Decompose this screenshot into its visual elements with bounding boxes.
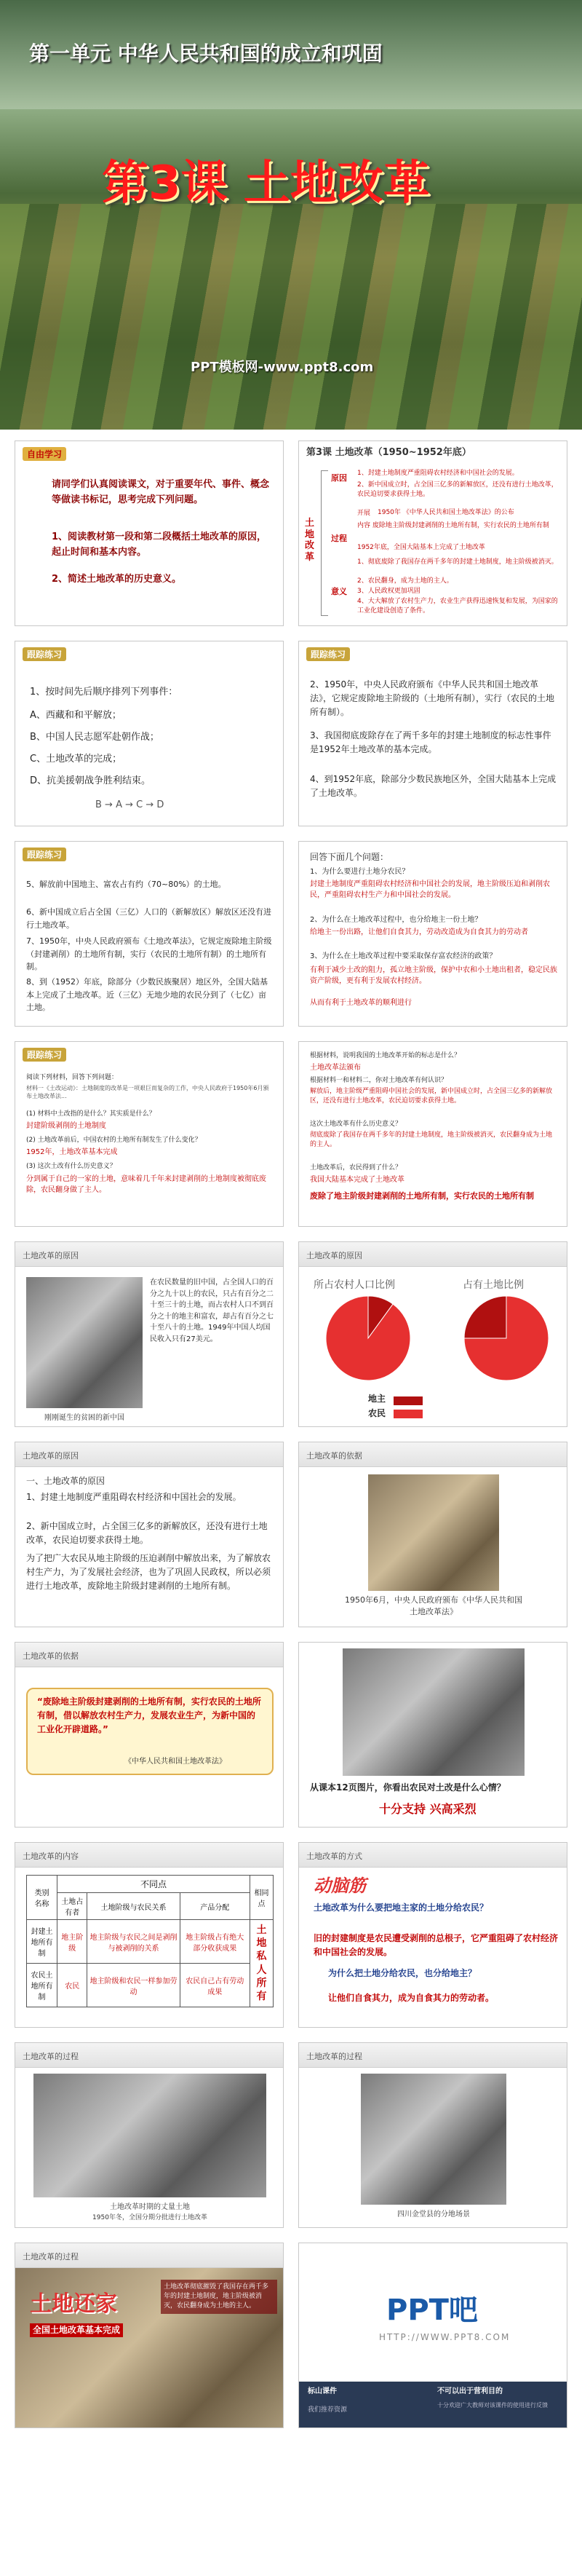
- self-study-badge: 自由学习: [23, 447, 66, 461]
- self-study-p1: 请同学们认真阅读课文，对于重要年代、事件、概念等做读书标记，思考完成下列问题。: [52, 479, 270, 505]
- material2-a5: 废除了地主阶级封建剥削的土地所有制，实行农民的土地所有制: [310, 1191, 534, 1201]
- pie-slice-农民: [464, 1296, 506, 1338]
- answer-2: 给地主一份出路，让他们自食其力，劳动改造成为自食其力的劳动者: [310, 928, 528, 936]
- slide-header: [15, 1242, 283, 1267]
- order-answer-chain: B → A → C → D: [95, 799, 164, 810]
- method-q2: 为什么把土地分给农民，也分给地主？: [328, 1968, 477, 1978]
- fill-p4: 8、到（1952）年底，除部分（少数民族聚居）地区外，全国大陆基本上完成了土地改革。近（三亿）无地少地的农民分到了（七亿）亩土地。: [26, 977, 268, 1013]
- law-document-caption: 1950年6月，中央人民政府颁布《中华人民共和国土地改革法》: [345, 1595, 522, 1616]
- method-a2: 让他们自食其力，成为自食其力的劳动者。: [328, 1993, 495, 2003]
- self-study-p2: 1、阅读教材第一段和第二段概括土地改革的原因，起止时间和基本内容。: [52, 532, 267, 558]
- order-event-a: A、西藏和和平解放；: [30, 710, 121, 721]
- end-footer-4: 十分欢迎广大教师对该课件的使用进行反馈: [437, 2402, 548, 2409]
- reason-text: 在农民数量的旧中国，占全国人口的百分之九十以上的农民，只占有百分之二十至三十的土地，而占农村人口不到百分之十的地主和富农，却占有百分之七十至八十的土地。1949年中国人均国民收入只有27美元。: [150, 1279, 274, 1343]
- cover-unit-title: 第一单元 中华人民共和国的成立和巩固: [29, 42, 383, 66]
- end-footer-2: 不可以出于营利目的: [437, 2387, 503, 2395]
- slide-questions: [298, 841, 567, 1027]
- peasant-question: 从课本12页图片，你看出农民对土改是什么心情？: [310, 1782, 506, 1793]
- reason-item-1: 1、封建土地制度严重阻碍农村经济和中国社会的发展。: [26, 1492, 242, 1502]
- measuring-caption: 土地改革时期的丈量土地: [110, 2203, 190, 2211]
- peasant-rally-photo: [343, 1648, 525, 1776]
- mindmap-branch-meaning: 意义: [331, 587, 347, 596]
- poor-china-caption: 刚刚诞生的贫困的新中国: [44, 1414, 124, 1422]
- slide-peasant-feelings: [298, 1642, 567, 1828]
- fill-p1: 5、解放前中国地主、富农占有约（70~80%）的土地。: [26, 880, 226, 889]
- slide-method: [298, 1842, 567, 2028]
- slide-header-label: 土地改革的原因: [23, 1451, 79, 1461]
- cover-site: PPT模板网-www.ppt8.com: [191, 360, 374, 375]
- mindmap-root: 土地改革: [305, 518, 315, 563]
- questions-intro: 回答下面几个问题：: [310, 852, 389, 862]
- slide-material-2: [298, 1041, 567, 1227]
- same-cell: 土地私人所有: [250, 1920, 274, 2007]
- legend-landlord: 地主: [368, 1394, 386, 1404]
- slide-header-label: 土地改革的方式: [306, 1852, 362, 1861]
- pie1-title: 所占农村人口比例: [314, 1279, 395, 1291]
- peasant-answer: 十分支持 兴高采烈: [379, 1802, 477, 1816]
- material-q3: (3) 这次土改有什么历史意义？: [26, 1163, 116, 1170]
- comparison-table: [26, 1875, 274, 2007]
- fill-p3: 7、1950年，中央人民政府颁布《土地改革法》，它规定废除地主阶级（封建剥削）的土地所有制，实行（农民的土地所有制）的土地所有制。: [26, 936, 272, 972]
- order-question: 1、按时间先后顺序排列下列事件：: [30, 687, 178, 698]
- slide-header-label: 土地改革的原因: [306, 1251, 362, 1260]
- slide-practice-order: [15, 641, 284, 826]
- pie-land: [464, 1296, 549, 1380]
- answer-1: 封建土地制度严重阻碍农村经济和中国社会的发展，地主阶级压迫和剥削农民，严重阻碍农村生产力和中国社会的发展。: [310, 880, 550, 899]
- mindmap-meaning-2: 2、农民翻身，成为土地的主人。: [357, 577, 453, 585]
- practice-badge: 跟踪练习: [23, 647, 66, 661]
- reason-item-2: 2、新中国成立时，占全国三亿多的新解放区，还没有进行土地改革，农民迫切要求获得土地。: [26, 1521, 268, 1546]
- slide-header: [299, 1242, 567, 1267]
- measuring-caption-2: 1950年冬，全国分期分批进行土地改革: [92, 2214, 207, 2221]
- slide-header-label: 土地改革的过程: [23, 2052, 79, 2061]
- slide-reason-photo: [15, 1241, 284, 1427]
- end-logo: PPT吧: [386, 2293, 478, 2327]
- mindmap-reason-2: 2、新中国成立时，占全国三亿多的新解放区，还没有进行土地改革，农民迫切要求获得土地。: [357, 481, 558, 498]
- slide-process-photos: [15, 2042, 284, 2228]
- cover-field-stripes: [0, 204, 582, 430]
- order-event-b: B、中国人民志愿军赴朝作战；: [30, 732, 159, 743]
- think-title: 动脑筋: [314, 1876, 366, 1896]
- answer-3: 有利于减少土改的阻力，孤立地主阶级，保护中农和小土地出租者，稳定民族资产阶级，更有利于发展农村经济。: [310, 966, 557, 985]
- slide-practice-fill: [15, 841, 284, 1027]
- slide-basis-quote: [15, 1642, 284, 1828]
- slide-process-poster: [15, 2243, 284, 2428]
- end-url: HTTP://WWW.PPT8.COM: [379, 2332, 511, 2342]
- material-q1: (1) 材料中土改指的是什么？其实质是什么？: [26, 1110, 156, 1118]
- material-a1: 封建阶级剥削的土地制度: [26, 1122, 106, 1130]
- slide-end: [298, 2243, 567, 2428]
- method-q1: 土地改革为什么要把地主家的土地分给农民？: [314, 1903, 489, 1913]
- mindmap-meaning-1: 1、彻底废除了我国存在两千多年的封建土地制度，地主阶级被消灭。: [357, 558, 558, 566]
- poster-subtitle: 全国土地改革基本完成: [30, 2323, 123, 2337]
- material-a3: 分到属于自己的一家的土地，意味着几千年来封建剥削的土地制度被彻底废除，农民翻身做了主人。: [26, 1175, 266, 1194]
- material2-a4: 我国大陆基本完成了土地改革: [310, 1176, 404, 1184]
- col-type: 类别: [34, 1889, 49, 1897]
- row-feudal-owner: 地主阶级: [57, 1920, 87, 1964]
- pie-slice-农民: [326, 1296, 410, 1380]
- slide-header: [15, 2043, 283, 2068]
- material2-a3: 彻底废除了我国存在两千多年的封建土地制度，地主阶级被消灭，农民翻身成为土地的主人。: [310, 1131, 553, 1149]
- slide-header: [299, 1843, 567, 1868]
- legend-farmer-swatch: [394, 1410, 423, 1418]
- mindmap-process-1: 1950年 《中华人民共和国土地改革法》的公布: [378, 509, 514, 516]
- law-quote: “废除地主阶级封建剥削的土地所有制，实行农民的土地所有制，借以解放农村生产力，发展农业生产，为新中国的工业化开辟道路。”: [37, 1696, 261, 1735]
- head-owner: 土地占有者: [57, 1893, 87, 1920]
- row-farmer-relation: 地主阶级和农民一样参加劳动: [87, 1964, 180, 2007]
- poster-text: 土地改革彻底摧毁了我国存在两千多年的封建土地制度，地主阶级被消灭，农民翻身成为土地的主人。: [161, 2280, 277, 2314]
- head-relation: 土地阶级与农民关系: [87, 1893, 180, 1920]
- slide-basis-doc: [298, 1442, 567, 1627]
- law-document-image: [368, 1474, 499, 1591]
- row-feudal-relation: 地主阶级与农民之间是剥削与被剥削的关系: [87, 1920, 180, 1964]
- material-intro: 阅读下列材料，回答下列问题：: [26, 1074, 119, 1081]
- head-same: 相同点: [250, 1876, 274, 1920]
- slide-header-label: 土地改革的依据: [23, 1651, 79, 1661]
- col-name: 名称: [34, 1900, 49, 1908]
- law-p1: 2、1950年，中央人民政府颁布《中华人民共和国土地改革法》，它规定废除地主阶级的（土地所有制），实行（农民的土地所有制）。: [310, 679, 555, 718]
- mindmap-meaning-4: 4、大大解放了农村生产力，农业生产获得迅速恢复和发展，为国家的工业化建设创造了条件。: [357, 598, 558, 615]
- practice-badge: 跟踪练习: [23, 1048, 66, 1062]
- mindmap-process-start: 开展: [357, 510, 371, 517]
- slide-header-label: 土地改革的原因: [23, 1251, 79, 1260]
- question-3: 3、为什么在土地改革过程中要采取保存富农经济的政策？: [310, 952, 497, 960]
- material2-q4: 土地改革后，农民得到了什么？: [310, 1164, 402, 1172]
- row-feudal-dist: 地主阶级占有绝大部分收获成果: [180, 1920, 250, 1964]
- material-a2: 1952年，土地改革基本完成: [26, 1148, 118, 1156]
- cover-lesson-title: 第3课 土地改革: [102, 157, 430, 210]
- pie2-title: 占有土地比例: [463, 1279, 524, 1291]
- order-event-d: D、抗美援朝战争胜利结束。: [30, 775, 151, 786]
- legend-landlord-swatch: [394, 1396, 423, 1405]
- mindmap-branch-reason: 原因: [331, 473, 347, 483]
- slide-mindmap: [298, 440, 567, 626]
- mindmap-title: 第3课 土地改革（1950~1952年底）: [306, 447, 471, 458]
- law-p2: 3、我国彻底废除存在了两千多年的封建土地制度的标志性事件是1952年土地改革的基本完成。: [310, 730, 551, 755]
- answer-3b: 从而有利于土地改革的顺利进行: [310, 999, 412, 1007]
- mindmap-bracket: [321, 470, 328, 616]
- material2-q3: 这次土地改革有什么历史意义？: [310, 1121, 402, 1128]
- mindmap-reason-1: 1、封建土地制度严重阻碍农村经济和中国社会的发展。: [357, 470, 519, 477]
- law-p3: 4、到1952年底，除部分少数民族地区外，全国大陆基本上完成了土地改革。: [310, 774, 557, 799]
- slide-reason-charts: [298, 1241, 567, 1427]
- mindmap-process-2: 内容 废除地主阶级封建剥削的土地所有制，实行农民的土地所有制: [357, 522, 549, 529]
- slide-practice-law: [298, 641, 567, 826]
- measuring-land-photo: [33, 2074, 266, 2197]
- poor-china-photo: [26, 1277, 143, 1408]
- head-diff: 不同点: [57, 1876, 250, 1893]
- row-feudal: 封建土地所有制: [27, 1920, 57, 1964]
- practice-badge: 跟踪练习: [306, 647, 350, 661]
- slide-material-1: [15, 1041, 284, 1227]
- end-footer-3: 我们推荐资源: [308, 2406, 348, 2414]
- method-a1: 旧的封建制度是农民遭受剥削的总根子，它严重阻碍了农村经济和中国社会的发展。: [314, 1933, 559, 1958]
- table-corner: [27, 1876, 57, 1920]
- legend-farmer: 农民: [368, 1408, 386, 1418]
- material2-a2: 解放后，地主阶级严重阻碍中国社会的发展，新中国成立时，占全国三亿多的新解放区，还没有进行土地改革，农民迫切要求获得土地。: [310, 1088, 553, 1105]
- slide-content-table: [15, 1842, 284, 2028]
- slide-header: [15, 1643, 283, 1667]
- material2-q1: 根据材料，说明我国的土地改革开始的标志是什么？: [310, 1052, 461, 1059]
- sichuan-caption: 四川金堂县的分地场景: [397, 2210, 470, 2219]
- question-1: 1、为什么要进行土地分农民？: [310, 868, 410, 876]
- slide-header: [299, 2043, 567, 2068]
- sichuan-photo: [361, 2074, 506, 2205]
- slide-header: [299, 1442, 567, 1467]
- cover-slide: [0, 0, 582, 430]
- end-footer-1: 标山课件: [308, 2387, 337, 2395]
- slide-header-label: 土地改革的内容: [23, 1852, 79, 1861]
- self-study-p3: 2、简述土地改革的历史意义。: [52, 574, 182, 585]
- reason-heading: 一、土地改革的原因: [26, 1476, 105, 1486]
- slide-header-label: 土地改革的过程: [306, 2052, 362, 2061]
- mindmap-process-3: 1952年底，全国大陆基本上完成了土地改革: [357, 544, 485, 551]
- reason-item-3: 为了把广大农民从地主阶级的压迫剥削中解放出来，为了解放农村生产力，为了发展社会经济，也为了巩固人民政权，所以必须进行土地改革，废除地主阶级封建剥削的土地所有制。: [26, 1553, 271, 1592]
- practice-badge: 跟踪练习: [23, 848, 66, 861]
- row-farmer-owner: 农民: [57, 1964, 87, 2007]
- mindmap-meaning-3: 3、人民政权更加巩固: [357, 588, 420, 595]
- mindmap-branch-process: 过程: [331, 534, 347, 543]
- material-q2: (2) 土地改革前后，中国农村的土地所有制发生了什么变化？: [26, 1137, 202, 1144]
- head-distribution: 产品分配: [180, 1893, 250, 1920]
- row-farmer: 农民土地所有制: [27, 1964, 57, 2007]
- slide-header-label: 土地改革的过程: [23, 2252, 79, 2261]
- slide-header: [15, 2243, 283, 2268]
- slide-header-label: 土地改革的依据: [306, 1451, 362, 1461]
- slide-process-photo-2: [298, 2042, 567, 2228]
- material2-a1: 土地改革法颁布: [310, 1064, 361, 1072]
- fill-p2: 6、新中国成立后占全国（三亿）人口的（新解放区）解放区还没有进行土地改革。: [26, 907, 271, 930]
- pie-population: [326, 1296, 410, 1380]
- order-event-c: C、土地改革的完成；: [30, 754, 122, 764]
- slide-header: [15, 1843, 283, 1868]
- law-quote-source: 《中华人民共和国土地改革法》: [124, 1758, 226, 1766]
- slide-self-study: [15, 440, 284, 626]
- slide-reason-text: [15, 1442, 284, 1627]
- poster-big-title: 土地还家: [30, 2291, 117, 2317]
- slide-header: [15, 1442, 283, 1467]
- material2-q2: 根据材料一和材料二，你对土地改革有何认识？: [310, 1077, 448, 1084]
- row-farmer-dist: 农民自己占有劳动成果: [180, 1964, 250, 2007]
- material-text: 材料一《土改运动》：土地制度的改革是一项艰巨而复杂的工作，中央人民政府于1950年6月颁布土地改革法...: [26, 1085, 269, 1100]
- pie-charts-svg: [299, 1293, 567, 1388]
- question-2: 2、为什么在土地改革过程中，也分给地主一份土地？: [310, 916, 482, 924]
